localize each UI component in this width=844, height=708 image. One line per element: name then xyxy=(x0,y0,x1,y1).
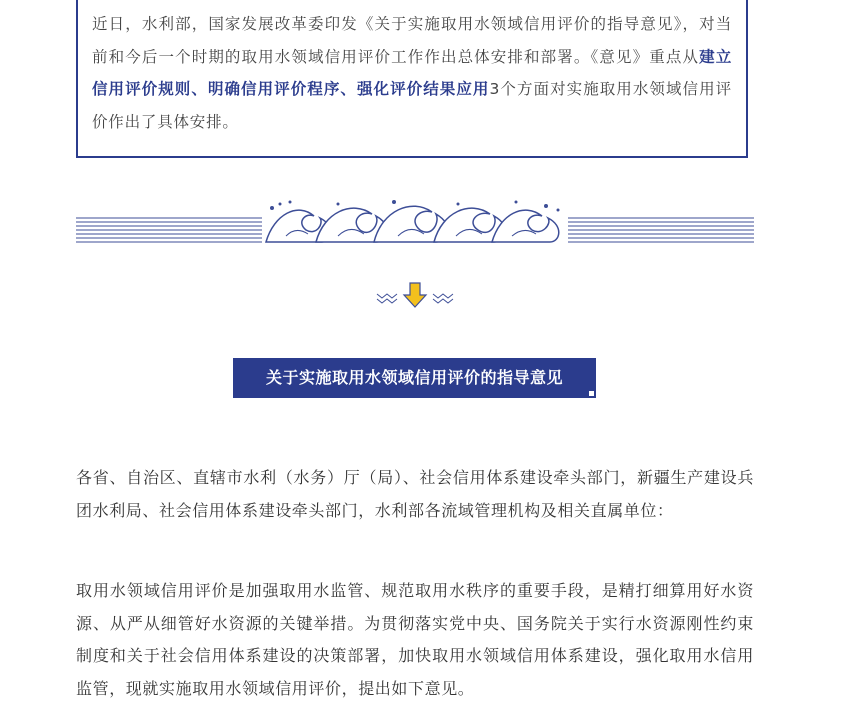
wave-divider-icon xyxy=(76,196,754,246)
title-corner-decoration xyxy=(589,391,594,396)
highlight-sep-2: 、 xyxy=(340,80,357,98)
highlight-results: 强化评价结果应用 xyxy=(356,80,490,98)
highlight-rules: 建立信用评价规则 xyxy=(92,47,732,98)
down-arrow-icon xyxy=(375,280,455,310)
section-title-text: 关于实施取用水领域信用评价的指导意见 xyxy=(265,368,563,387)
highlight-sep-1: 、 xyxy=(191,80,208,98)
intro-box xyxy=(76,0,748,158)
intro-text-b: 3个方面对实施取用水领域信用评价作出了具体安排。 xyxy=(92,80,732,131)
highlight-procedure: 明确信用评价程序 xyxy=(207,80,341,98)
addressees-paragraph: 各省、自治区、直辖市水利（水务）厅（局）、社会信用体系建设牵头部门，新疆生产建设兵团水利局、社会信用体系建设牵头部门，水利部各流域管理机构及相关直属单位： xyxy=(76,468,754,520)
intro-paragraph xyxy=(92,8,732,138)
opening-paragraph: 取用水领域信用评价是加强取用水监管、规范取用水秩序的重要手段，是精打细算用好水资源、从严从细管好水资源的关键举措。为贯彻落实党中央、国务院关于实行水资源刚性约束制度和关于社会信用体系建设的决策部署，加快取用水领域信用体系建设，强化取用水信用监管，现就实施取用水领域信用评价，提出如下意见。 xyxy=(76,581,754,698)
intro-text-a: 近日，水利部，国家发展改革委印发《关于实施取用水领域信用评价的指导意见》，对当前和今后一个时期的取用水领域信用评价工作作出总体安排和部署。《意见》重点从 xyxy=(92,15,732,66)
section-title xyxy=(233,358,596,398)
